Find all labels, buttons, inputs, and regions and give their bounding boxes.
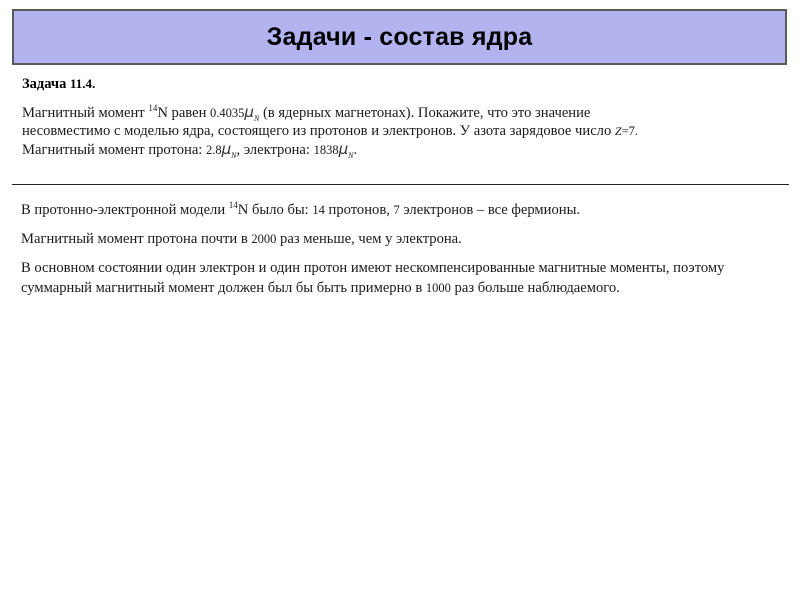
- isotope-mass-number: 14: [228, 200, 238, 210]
- z-value: =7.: [621, 124, 639, 138]
- solution-paragraph-1: [21, 200, 786, 220]
- mu-subscript: N: [231, 151, 237, 160]
- moment-value: 0.4035: [210, 106, 245, 120]
- mu-subscript: N: [348, 151, 354, 160]
- mu-symbol: μ: [338, 140, 349, 158]
- problem-text-3b: , электрона:: [236, 142, 314, 158]
- problem-text-3-end: .: [353, 142, 358, 158]
- proton-moment-value: 2.8: [206, 143, 222, 157]
- isotope-mass-number: 14: [148, 103, 158, 113]
- electron-moment-value: 1838: [313, 143, 339, 157]
- solution-paragraph-2: [21, 229, 786, 249]
- ratio-value: 2000: [251, 232, 277, 246]
- solution-paragraph-3: [21, 258, 786, 298]
- page-title: Задачи - состав ядра: [266, 22, 533, 51]
- problem-block: [22, 76, 782, 159]
- proton-count: 14: [312, 203, 325, 217]
- solution-2b: раз меньше, чем у электрона.: [276, 231, 462, 247]
- problem-text-1b: N равен: [157, 105, 211, 121]
- factor-value: 1000: [425, 281, 451, 295]
- solution-3b: раз больше наблюдаемого.: [450, 280, 620, 296]
- mu-symbol: μ: [244, 103, 254, 121]
- electron-count: 7: [393, 203, 400, 217]
- title-bar: [12, 9, 787, 65]
- mu-symbol: μ: [221, 140, 232, 158]
- problem-text-1a: Магнитный момент: [22, 105, 149, 121]
- problem-number: 11.4.: [69, 76, 96, 91]
- mu-subscript: N: [253, 114, 260, 123]
- solution-1d: электронов – все фермионы.: [399, 202, 581, 218]
- problem-heading: [22, 76, 782, 93]
- problem-statement: [22, 103, 782, 159]
- solution-1c: протонов,: [324, 202, 394, 218]
- section-divider: [12, 184, 789, 185]
- problem-heading-word: Задача: [22, 76, 67, 92]
- problem-text-2a: несовместимо с моделью ядра, состоящего из протонов и электронов. У азота зарядовое число: [22, 123, 615, 139]
- solution-block: [21, 200, 786, 307]
- solution-3a: В основном состоянии один электрон и один протон имеют нескомпенсированные магнитные моменты, поэтому суммарный магнитный момент должен был бы быть примерно в: [21, 260, 725, 296]
- problem-text-3a: Магнитный момент протона:: [22, 142, 206, 158]
- solution-1b: N было бы:: [237, 202, 313, 218]
- problem-text-1c: (в ядерных магнетонах). Покажите, что это значение: [259, 105, 591, 121]
- solution-1a: В протонно-электронной модели: [21, 202, 229, 218]
- z-symbol: Z: [614, 124, 622, 138]
- solution-2a: Магнитный момент протона почти в: [21, 231, 252, 247]
